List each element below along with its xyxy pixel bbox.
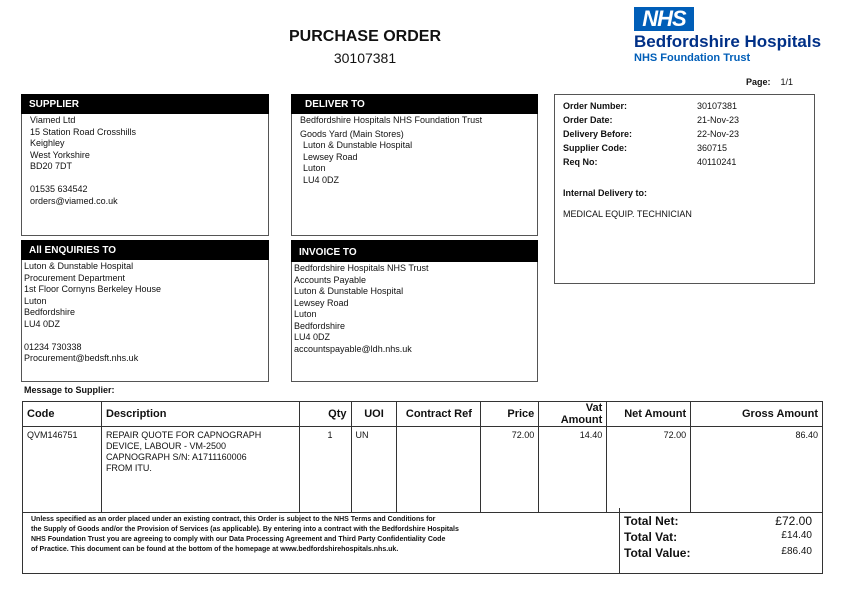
cell-gross: 86.40 bbox=[691, 427, 823, 513]
address-line: LU4 0DZ bbox=[24, 318, 61, 329]
items-table bbox=[22, 401, 823, 513]
field-label: Order Number: bbox=[563, 101, 628, 111]
address-line: LU4 0DZ bbox=[294, 332, 331, 342]
address-line: West Yorkshire bbox=[30, 149, 90, 160]
order-info-box bbox=[554, 94, 815, 284]
column-header-gross-amount: Gross Amount bbox=[691, 402, 823, 427]
field-value: 30107381 bbox=[697, 101, 738, 111]
page-value: 1/1 bbox=[780, 77, 794, 87]
field-value: 22-Nov-23 bbox=[697, 129, 740, 139]
table-row bbox=[23, 427, 823, 513]
nhs-logo-text: NHS bbox=[642, 6, 686, 31]
totals-box bbox=[619, 508, 824, 574]
cell-code: QVM146751 bbox=[23, 427, 102, 513]
description-line: DEVICE, LABOUR - VM-2500 bbox=[105, 441, 226, 451]
address-line: BD20 7DT bbox=[30, 161, 73, 171]
total-net-value: £72.00 bbox=[775, 514, 812, 528]
address-line: Lewsey Road bbox=[303, 151, 358, 162]
address-line: Luton & Dunstable Hospital bbox=[303, 140, 413, 150]
column-header-uoi: UOI bbox=[351, 402, 397, 427]
total-vat-value: £14.40 bbox=[781, 530, 812, 541]
total-value-label: Total Value: bbox=[624, 546, 691, 560]
supplier-phone: 01535 634542 bbox=[30, 184, 88, 194]
address-line: Luton bbox=[24, 295, 47, 306]
address-line: Luton & Dunstable Hospital bbox=[294, 286, 404, 296]
cell-uoi: UN bbox=[351, 427, 397, 513]
order-date-row bbox=[563, 115, 808, 129]
address-line: Accounts Payable bbox=[294, 274, 367, 285]
page-label: Page: bbox=[746, 77, 771, 87]
terms-line: of Practice. This document can be found at the bottom of the homepage at www.bedfordshirehospitals.nhs.uk. bbox=[31, 546, 399, 553]
terms-text bbox=[31, 515, 531, 555]
address-line: 1st Floor Cornyns Berkeley House bbox=[24, 284, 162, 294]
nhs-logo bbox=[634, 7, 694, 31]
document-title: PURCHASE ORDER bbox=[288, 28, 441, 45]
deliver-to-box bbox=[291, 94, 538, 236]
column-header-net-amount: Net Amount bbox=[607, 402, 691, 427]
cell-qty: 1 bbox=[299, 427, 351, 513]
enquiries-box bbox=[21, 240, 269, 382]
cell-description bbox=[101, 427, 299, 513]
description-line: FROM ITU. bbox=[105, 463, 152, 473]
enquiries-phone: 01234 730338 bbox=[24, 341, 82, 352]
total-value-row bbox=[624, 546, 812, 562]
field-value: 21-Nov-23 bbox=[697, 115, 740, 125]
deliver-to-address bbox=[292, 114, 537, 186]
column-header-vat-amount: Vat Amount bbox=[539, 402, 607, 427]
description-line: CAPNOGRAPH S/N: A1711160006 bbox=[105, 452, 247, 462]
field-label: Delivery Before: bbox=[563, 129, 633, 139]
supplier-email: orders@viamed.co.uk bbox=[30, 195, 118, 206]
invoice-to-address bbox=[292, 262, 537, 355]
total-net-label: Total Net: bbox=[624, 514, 679, 528]
total-value-value: £86.40 bbox=[781, 546, 812, 557]
message-to-supplier-label: Message to Supplier: bbox=[24, 385, 115, 395]
address-line: Bedfordshire Hospitals NHS Foundation Trust bbox=[300, 115, 483, 125]
address-line: Luton bbox=[303, 163, 326, 173]
field-label: Order Date: bbox=[563, 115, 613, 125]
address-line: Bedfordshire Hospitals NHS Trust bbox=[294, 263, 429, 273]
page-indicator bbox=[746, 77, 793, 87]
invoice-to-heading: INVOICE TO bbox=[291, 240, 538, 262]
column-header-description: Description bbox=[101, 402, 299, 427]
column-header-price: Price bbox=[481, 402, 539, 427]
address-line: Lewsey Road bbox=[294, 297, 349, 308]
org-name: Bedfordshire Hospitals bbox=[634, 32, 822, 51]
address-line: Goods Yard (Main Stores) bbox=[300, 128, 404, 139]
cell-price: 72.00 bbox=[481, 427, 539, 513]
supplier-box bbox=[21, 94, 269, 236]
total-net-row bbox=[624, 514, 812, 530]
terms-line: Unless specified as an order placed under an existing contract, this Order is subject to the NHS Terms and Conditions for bbox=[31, 516, 436, 523]
column-header-qty: Qty bbox=[299, 402, 351, 427]
field-value: 360715 bbox=[697, 143, 728, 153]
cell-net: 72.00 bbox=[607, 427, 691, 513]
terms-line: NHS Foundation Trust you are agreeing to comply with our Data Processing Agreement and Third Party Confidentiality Code bbox=[31, 536, 446, 543]
table-header-row bbox=[23, 402, 823, 427]
address-line: Procurement Department bbox=[24, 272, 126, 283]
description-line: REPAIR QUOTE FOR CAPNOGRAPH bbox=[105, 430, 262, 440]
total-vat-label: Total Vat: bbox=[624, 530, 678, 544]
address-line: Luton & Dunstable Hospital bbox=[24, 261, 134, 271]
deliver-to-heading: DELIVER TO bbox=[291, 94, 538, 114]
address-line: Luton bbox=[294, 309, 317, 319]
invoice-email: accountspayable@ldh.nhs.uk bbox=[294, 343, 412, 354]
org-subtitle: NHS Foundation Trust bbox=[634, 52, 751, 64]
cell-contract-ref bbox=[397, 427, 481, 513]
column-header-contract-ref: Contract Ref bbox=[397, 402, 481, 427]
total-vat-row bbox=[624, 530, 812, 546]
terms-line: the Supply of Goods and/or the Provision of Services (as applicable). By entering into a contract with the Bedfordshire Hospitals bbox=[31, 526, 459, 533]
address-line: Viamed Ltd bbox=[30, 115, 76, 125]
internal-delivery-label: Internal Delivery to: bbox=[563, 188, 648, 198]
address-line: Bedfordshire bbox=[24, 307, 76, 317]
field-value: 40110241 bbox=[697, 157, 737, 167]
order-number-row bbox=[563, 101, 808, 115]
po-number: 30107381 bbox=[333, 50, 397, 66]
address-line: LU4 0DZ bbox=[303, 174, 340, 185]
supplier-code-row bbox=[563, 143, 808, 157]
invoice-to-box bbox=[291, 240, 538, 382]
address-line: 15 Station Road Crosshills bbox=[30, 126, 137, 137]
enquiries-address bbox=[22, 260, 268, 365]
address-line: Keighley bbox=[30, 138, 65, 148]
field-label: Req No: bbox=[563, 157, 598, 167]
enquiries-email: Procurement@bedsft.nhs.uk bbox=[24, 353, 139, 363]
footer-section bbox=[22, 508, 823, 574]
column-header-code: Code bbox=[23, 402, 102, 427]
internal-delivery-value: MEDICAL EQUIP. TECHNICIAN bbox=[563, 209, 692, 219]
enquiries-heading: All ENQUIRIES TO bbox=[21, 240, 269, 260]
cell-vat: 14.40 bbox=[539, 427, 607, 513]
delivery-before-row bbox=[563, 129, 808, 143]
req-no-row bbox=[563, 157, 808, 171]
address-line: Bedfordshire bbox=[294, 320, 346, 331]
supplier-address bbox=[22, 114, 268, 207]
field-label: Supplier Code: bbox=[563, 143, 628, 153]
supplier-heading: SUPPLIER bbox=[21, 94, 269, 114]
